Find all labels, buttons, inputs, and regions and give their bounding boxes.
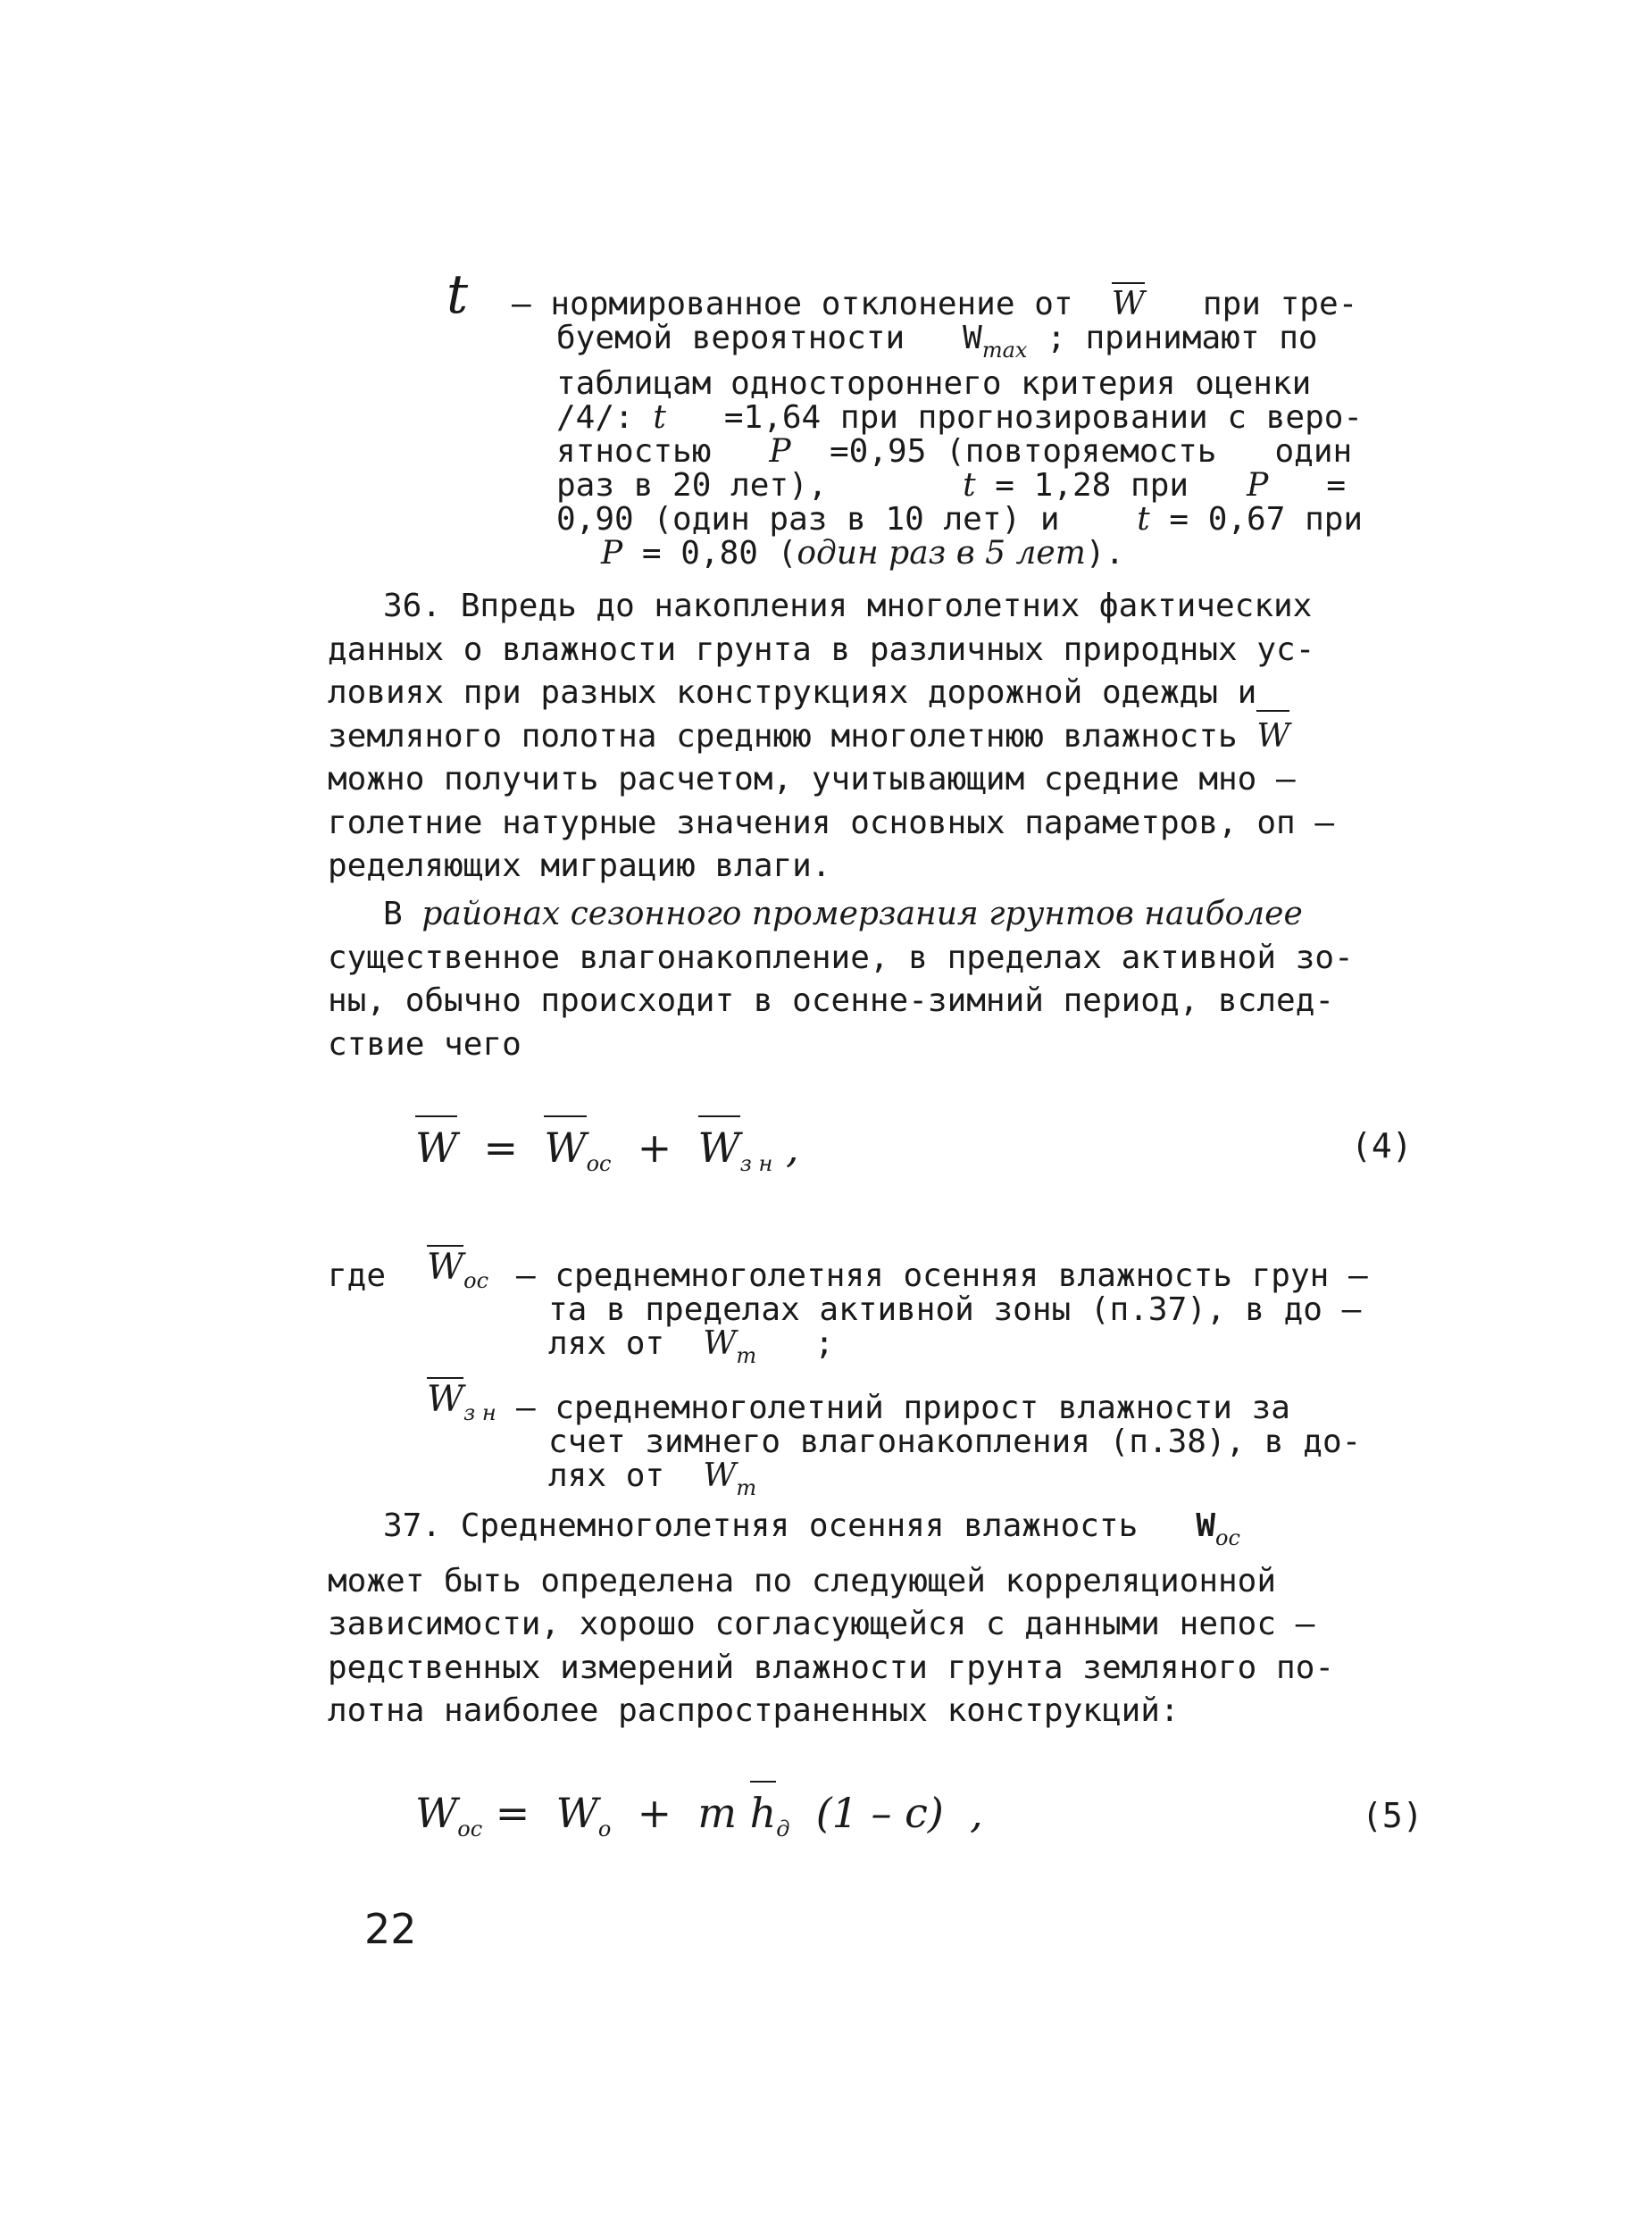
where-label: где — [328, 1257, 387, 1294]
woc-def-line-1: та в пределах активной зоны (п.37), в до – — [548, 1291, 1362, 1328]
formula-5-number: (5) — [1362, 1796, 1423, 1835]
woc-def-line-0: – среднемноголетняя осенняя влажность грун – — [516, 1257, 1368, 1294]
para36-line-4: можно получить расчетом, учитывающим средние мно – — [328, 761, 1296, 797]
para36-line-1: данных о влажности грунта в различных природных ус- — [328, 630, 1315, 668]
t-definition — [512, 288, 1485, 571]
wzn-def-line-1: счет зимнего влагонакопления (п.38), в до- — [548, 1424, 1362, 1460]
w-bar-symbol: W — [1111, 286, 1145, 322]
woc-definition — [516, 1259, 1481, 1373]
paragraph-36 — [328, 585, 1502, 889]
t-def-line-0: – нормированное отклонение от W при тре- — [512, 286, 1358, 322]
t-def-line-1: буемой вероятности $W_{max}$ ; принимают по — [556, 320, 1318, 363]
para37-line-3: редственных измерений влажности грунта земляного по- — [328, 1649, 1335, 1686]
para36-line-2: ловиях при разных конструкциях дорожной одежды и — [328, 674, 1257, 711]
wzn-symbol: $W_{з н}$ — [427, 1379, 496, 1425]
t-def-line-2: таблицам одностороннего критерия оценки — [556, 365, 1312, 402]
t-def-line-4: ятностью P =0,95 (повторяемость один — [556, 433, 1353, 470]
wzn-def-line-0: – среднемноголетний прирост влажности за — [516, 1390, 1290, 1426]
t-symbol: t — [446, 263, 469, 326]
para36-line-0: 36. Впредь до накопления многолетних фактических — [383, 588, 1313, 624]
formula-4: $W = W_{ос} + W_{з н}$ , — [415, 1121, 799, 1190]
wzn-def-line-2: лях от $W_т$ — [548, 1457, 757, 1500]
para36-line-3: земляного полотна среднюю многолетнюю влажность W — [328, 715, 1502, 759]
t-def-line-7: P = 0,80 (один раз в 5 лет). — [601, 535, 1125, 572]
para37-line-2: зависимости, хорошо согласующейся с данными непос – — [328, 1606, 1315, 1642]
t-def-line-6: 0,90 (один раз в 10 лет) и t = 0,67 при — [556, 501, 1364, 538]
para36b-line-3: ствие чего — [328, 1025, 521, 1063]
para37-line-4: лотна наиболее распространенных конструкций: — [328, 1692, 1180, 1729]
t-def-line-3: /4/: t =1,64 при прогнозировании с веро- — [556, 399, 1364, 436]
paragraph-36b — [328, 893, 1502, 1066]
para36b-line-2: ны, обычно происходит в осенне-зимний период, вслед- — [328, 982, 1335, 1019]
wzn-definition — [516, 1391, 1481, 1505]
formula-4-number: (4) — [1351, 1126, 1413, 1165]
para37-line-1: может быть определена по следующей корреляционной — [328, 1562, 1277, 1599]
para36b-line-0: В районах сезонного промерзания грунтов наиболее — [383, 896, 1303, 932]
para36b-line-1: существенное влагонакопление, в пределах активной зо- — [328, 939, 1354, 976]
para36-line-5: голетние натурные значения основных параметров, оп – — [328, 804, 1335, 841]
para37-line-0: 37. Среднемноголетняя осенняя влажность $W_{ос}$ — [383, 1507, 1240, 1550]
page-number: 22 — [364, 1905, 417, 1953]
paragraph-37 — [328, 1505, 1502, 1733]
woc-def-line-2: лях от $W_т$ ; — [548, 1325, 834, 1368]
formula-5: $W_{ос} = W_о + m$ $h_д$ (1 – c) , — [415, 1786, 983, 1856]
para36-line-6: ределяющих миграцию влаги. — [328, 848, 831, 884]
woc-symbol: $W_{ос}$ — [427, 1247, 489, 1293]
t-def-line-5: раз в 20 лет), t = 1,28 при P = — [556, 467, 1346, 504]
